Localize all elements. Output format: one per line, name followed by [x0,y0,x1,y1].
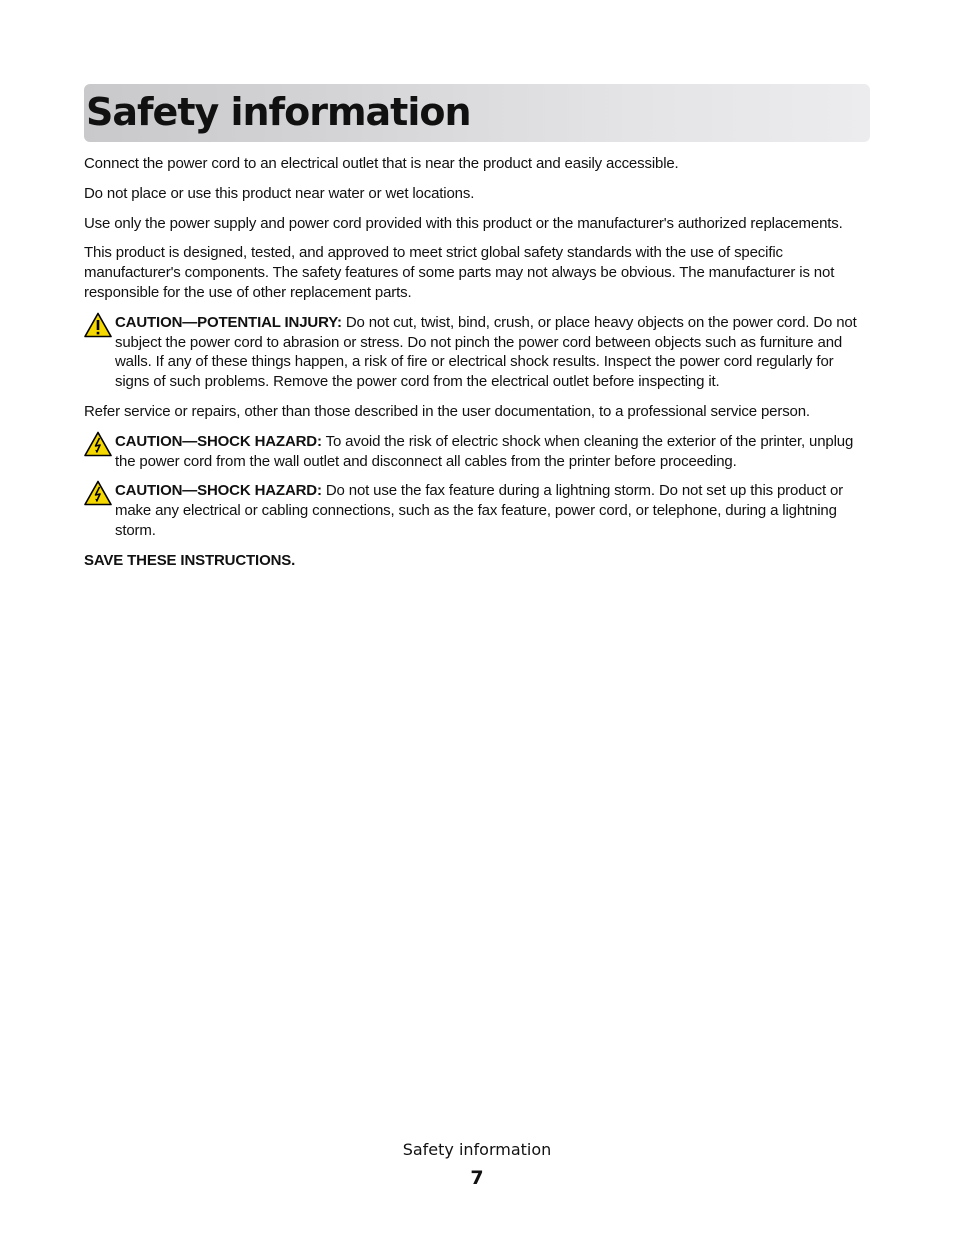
caution-shock-hazard-cleaning [84,432,871,472]
footer-section-title: Safety information [402,1140,552,1159]
shock-hazard-icon [84,480,112,506]
caution-label: CAUTION—SHOCK HAZARD: [115,432,322,450]
caution-label: CAUTION—SHOCK HAZARD: [115,482,322,500]
paragraph: Use only the power supply and power cord provided with this product or the manufacturer's authorized replacements. [84,214,843,232]
paragraph: This product is designed, tested, and approved to meet strict global safety standards with the use of specific manufacturer's components. The safety features of some parts may not always be obvious. The manufacturer is not responsible for the use of other replacement parts. [84,244,835,301]
caution-text: To avoid the risk of electric shock when cleaning the exterior of the printer, unplug the power cord from the wall outlet and disconnect all cables from the printer before proceeding. [115,432,854,470]
page-number: 7 [470,1167,484,1189]
caution-potential-injury [84,313,871,392]
paragraph: Do not place or use this product near water or wet locations. [84,184,475,202]
save-instructions-note: SAVE THESE INSTRUCTIONS. [84,551,296,569]
caution-shock-hazard-lightning [84,481,871,540]
page-title: Safety information [86,90,471,134]
warning-exclamation-icon [84,312,112,338]
paragraph: Connect the power cord to an electrical outlet that is near the product and easily accessible. [84,155,679,172]
caution-text: Do not cut, twist, bind, crush, or place heavy objects on the power cord. Do not subject the power cord to abrasion or stress. Do not pinch the power cord between objects such as furniture and walls. If any of these things happen, a risk of fire or electrical shock results. Inspect the power cord regularly for signs of such problems. Remove the power cord from the electrical outlet before inspecting it. [115,313,857,391]
document-body [84,154,871,581]
caution-label: CAUTION—POTENTIAL INJURY: [115,313,342,331]
shock-hazard-icon [84,431,112,457]
caution-text: Do not use the fax feature during a lightning storm. Do not set up this product or make any electrical or cabling connections, such as the fax feature, power cord, or telephone, during a lightning storm. [115,482,844,539]
paragraph: Refer service or repairs, other than those described in the user documentation, to a professional service person. [84,402,810,420]
